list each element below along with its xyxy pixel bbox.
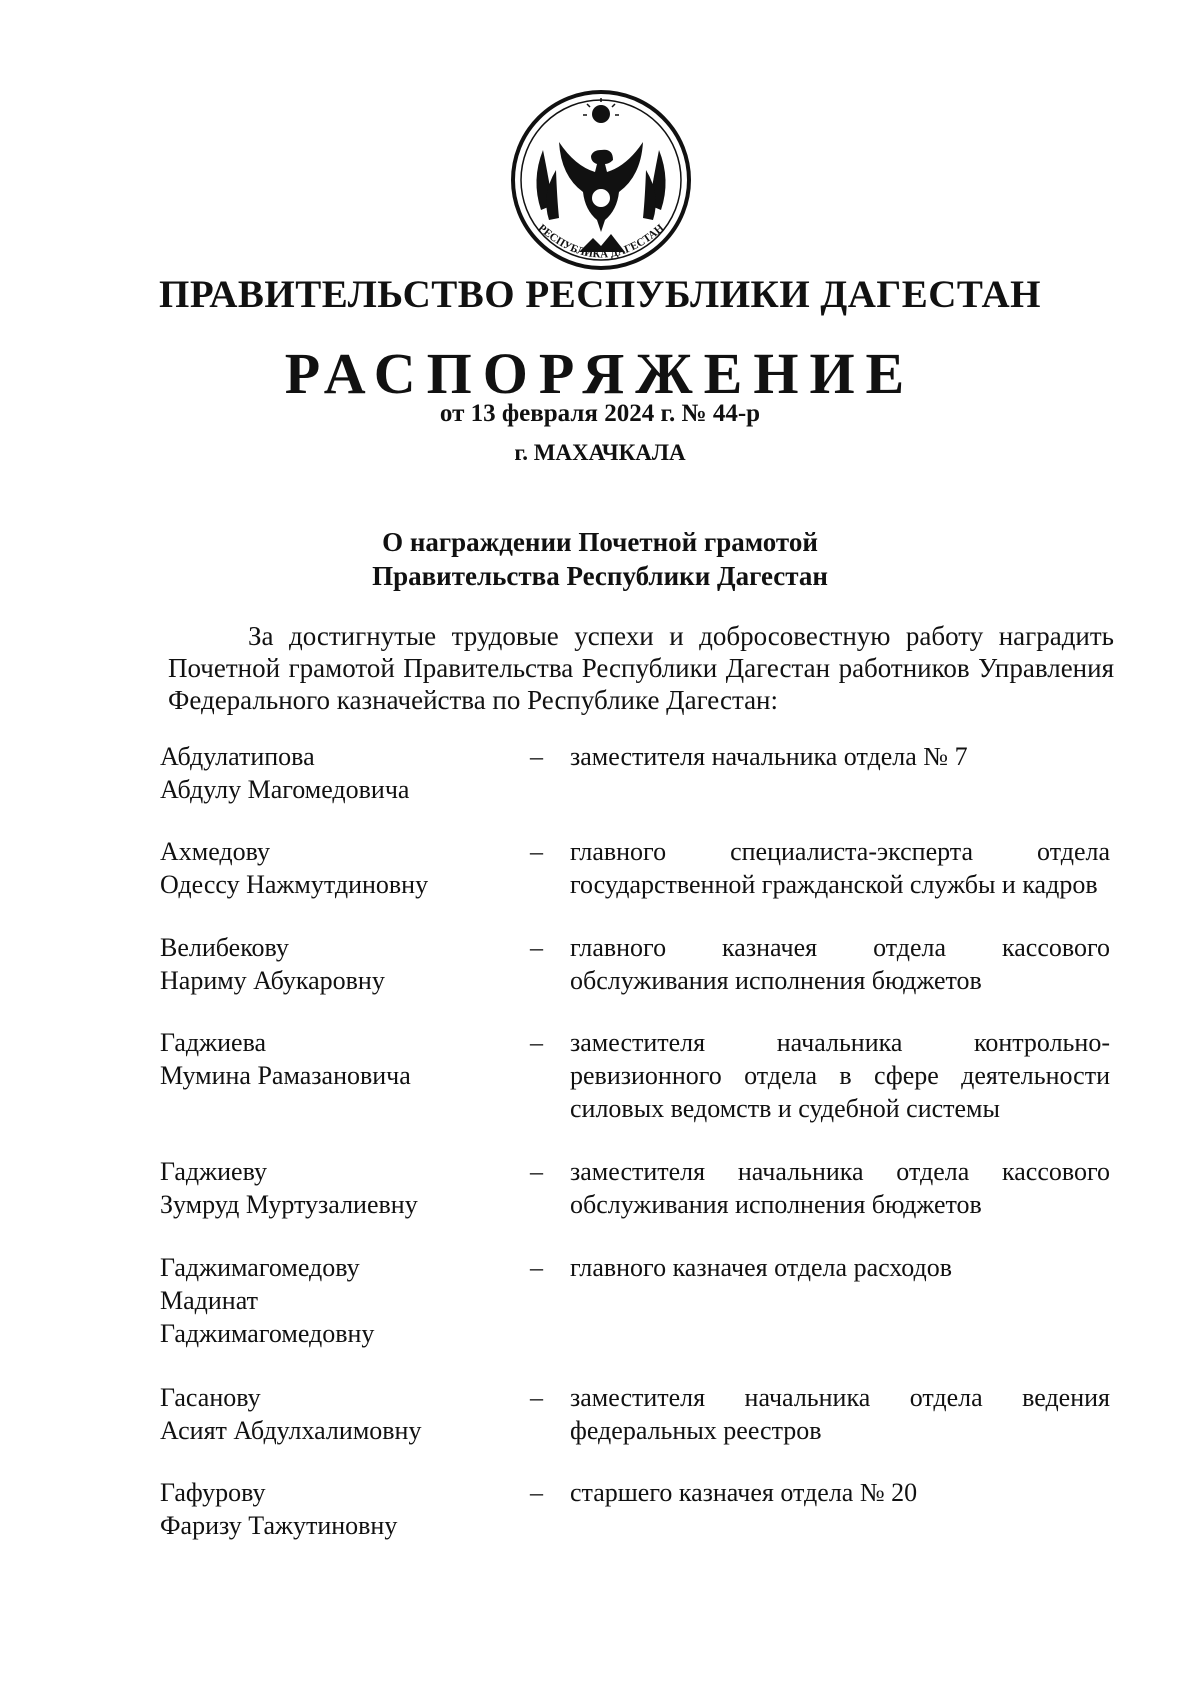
- dash: –: [530, 1478, 543, 1507]
- dagestan-coat-of-arms-icon: [501, 80, 701, 280]
- preamble-text: За достигнутые трудовые успехи и добросовестную работу наградить Почетной грамотой Правительства Республики Дагестан работников Управления Федерального казначейства по Республике Дагестан:: [168, 621, 1114, 715]
- document-subject: [0, 525, 1200, 593]
- document-type: РАСПОРЯЖЕНИЕ: [284, 341, 916, 406]
- awardee-name: Велибекову Нариму Абукаровну: [160, 933, 385, 995]
- awardee-position: заместителя начальника отдела кассового обслуживания исполнения бюджетов: [570, 1157, 1110, 1219]
- awardee-position: заместителя начальника отдела № 7: [570, 742, 968, 771]
- subject-line-1: О награждении Почетной грамотой: [382, 527, 818, 557]
- dash: –: [530, 1383, 543, 1412]
- awardee-name: Гаджиеву Зумруд Муртузалиевну: [160, 1157, 418, 1219]
- dash: –: [530, 742, 543, 771]
- awardee-name: Гаджимагомедову Мадинат Гаджимагомедовну: [160, 1253, 375, 1348]
- awardee-position: главного казначея отдела расходов: [570, 1253, 953, 1282]
- awardee-name: Абдулатипова Абдулу Магомедовича: [160, 742, 410, 804]
- awardee-name: Гасанову Асият Абдулхалимовну: [160, 1383, 422, 1445]
- preamble-paragraph: [168, 620, 1114, 716]
- awardee-position: заместителя начальника отдела ведения федеральных реестров: [570, 1383, 1110, 1445]
- dash: –: [530, 1157, 543, 1186]
- awardee-position: старшего казначея отдела № 20: [570, 1478, 918, 1507]
- awardee-position: главного казначея отдела кассового обслуживания исполнения бюджетов: [570, 933, 1110, 995]
- emblem-ribbon-text: РЕСПУБЛИКА ДАГЕСТАН: [535, 222, 667, 261]
- government-title: ПРАВИТЕЛЬСТВО РЕСПУБЛИКИ ДАГЕСТАН: [159, 273, 1041, 316]
- awardee-position: главного специалиста-эксперта отдела государственной гражданской службы и кадров: [570, 837, 1110, 899]
- awardee-name: Гафурову Фаризу Тажутиновну: [160, 1478, 398, 1540]
- awardee-name: Гаджиева Мумина Рамазановича: [160, 1028, 411, 1090]
- dash: –: [530, 1028, 543, 1057]
- awardee-name: Ахмедову Одессу Нажмутдиновну: [160, 837, 429, 899]
- dash: –: [530, 837, 543, 866]
- dash: –: [530, 1253, 543, 1282]
- awardee-position: заместителя начальника контрольно-ревизионного отдела в сфере деятельности силовых ведомств и судебной системы: [570, 1028, 1110, 1123]
- dash: –: [530, 933, 543, 962]
- subject-line-2: Правительства Республики Дагестан: [372, 561, 828, 591]
- document-city: г. МАХАЧКАЛА: [514, 440, 686, 465]
- document-date-number: от 13 февраля 2024 г. № 44-р: [439, 400, 761, 427]
